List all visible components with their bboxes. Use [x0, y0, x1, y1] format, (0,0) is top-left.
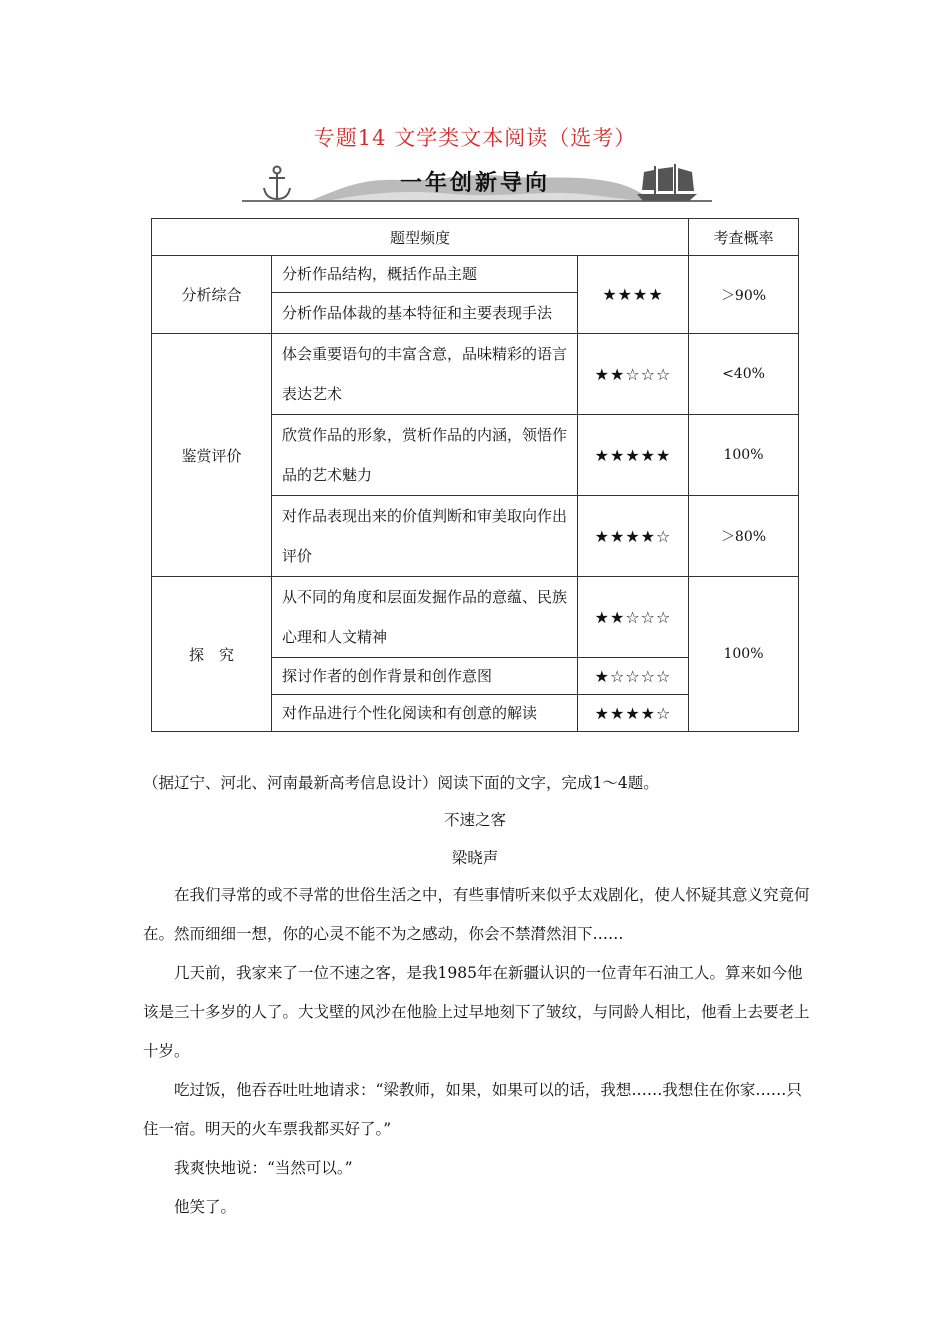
category-cell: 探 究 — [152, 577, 272, 732]
rate-cell: 100% — [689, 577, 799, 732]
item-cell: 对作品进行个性化阅读和有创意的解读 — [272, 695, 578, 732]
item-cell: 探讨作者的创作背景和创作意图 — [272, 658, 578, 695]
category-cell: 分析综合 — [152, 256, 272, 334]
question-frequency-table — [151, 218, 799, 732]
story-title: 不速之客 — [443, 811, 506, 829]
star-rating: ★★★★☆ — [578, 496, 689, 577]
header-rate: 考查概率 — [689, 219, 799, 256]
category-cell: 鉴赏评价 — [152, 334, 272, 577]
table-row — [152, 256, 799, 293]
rate-cell: ＞80% — [689, 496, 799, 577]
table-row — [152, 577, 799, 658]
rate-cell: <40% — [689, 334, 799, 415]
banner-title: 一年创新导向 — [399, 171, 550, 196]
item-cell: 体会重要语句的丰富含意，品味精彩的语言表达艺术 — [272, 334, 578, 415]
paragraph: 吃过饭，他吞吞吐吐地请求：“梁教师，如果，如果可以的话，我想……我想住在你家……只住一宿。明天的火车票我都买好了。” — [143, 1081, 802, 1138]
source-note: （据辽宁、河北、河南最新高考信息设计）阅读下面的文字，完成1～4题。 — [143, 774, 659, 792]
table-header-row — [152, 219, 799, 256]
paragraph: 他笑了。 — [174, 1198, 237, 1216]
item-cell: 分析作品体裁的基本特征和主要表现手法 — [272, 293, 578, 334]
rate-cell: 100% — [689, 415, 799, 496]
item-cell: 分析作品结构，概括作品主题 — [272, 256, 578, 293]
paragraph: 我爽快地说：“当然可以。” — [174, 1159, 353, 1177]
story-body — [143, 876, 813, 1227]
star-rating: ★☆☆☆☆ — [578, 658, 689, 695]
star-rating: ★★★★ — [578, 256, 689, 334]
star-rating: ★★☆☆☆ — [578, 577, 689, 658]
item-cell: 对作品表现出来的价值判断和审美取向作出评价 — [272, 496, 578, 577]
header-type: 题型频度 — [152, 219, 689, 256]
item-cell: 欣赏作品的形象，赏析作品的内涵，领悟作品的艺术魅力 — [272, 415, 578, 496]
table-row — [152, 334, 799, 415]
star-rating: ★★★★☆ — [578, 695, 689, 732]
page-title: 专题14 文学类文本阅读（选考） — [313, 126, 637, 150]
star-rating: ★★☆☆☆ — [578, 334, 689, 415]
paragraph: 几天前，我家来了一位不速之客，是我1985年在新疆认识的一位青年石油工人。算来如今他该是三十多岁的人了。大戈壁的风沙在他脸上过早地刻下了皱纹，与同龄人相比，他看上去要老上十岁。 — [143, 964, 810, 1060]
story-author: 梁晓声 — [451, 849, 499, 867]
item-cell: 从不同的角度和层面发掘作品的意蕴、民族心理和人文精神 — [272, 577, 578, 658]
rate-cell: ＞90% — [689, 256, 799, 334]
star-rating: ★★★★★ — [578, 415, 689, 496]
paragraph: 在我们寻常的或不寻常的世俗生活之中，有些事情听来似乎太戏剧化，使人怀疑其意义究竟何在。然而细细一想，你的心灵不能不为之感动，你会不禁潸然泪下…… — [143, 886, 810, 943]
